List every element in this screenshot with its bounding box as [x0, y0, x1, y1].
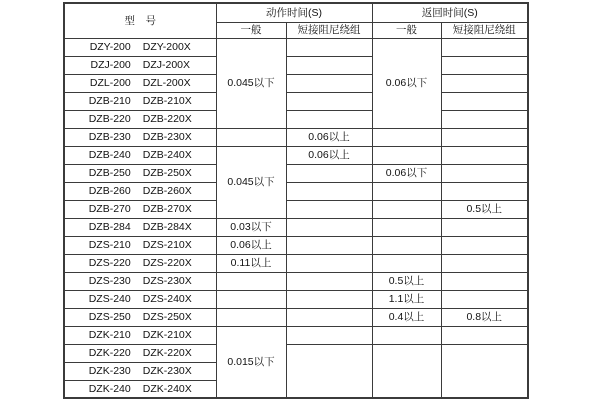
return-general-cell — [372, 146, 441, 164]
action-damping-cell — [286, 92, 372, 110]
model-variant: DZB-220X — [142, 112, 192, 125]
table-row — [64, 146, 528, 164]
action-damping-cell — [286, 254, 372, 272]
header-action-damping: 短接阻尼绕组 — [286, 22, 372, 38]
model-variant: DZS-230X — [142, 274, 192, 287]
table-body — [64, 38, 528, 398]
action-damping-cell: 0.06以上 — [286, 128, 372, 146]
return-damping-cell — [441, 110, 528, 128]
relay-timing-table — [63, 2, 529, 399]
table-row — [64, 110, 528, 128]
return-damping-cell — [441, 128, 528, 146]
return-damping-cell — [441, 38, 528, 56]
table-row — [64, 38, 528, 56]
model-base: DZB-250 — [88, 166, 131, 179]
table-row — [64, 200, 528, 218]
action-general-cell: 0.045以下 — [216, 146, 286, 218]
action-damping-cell — [286, 200, 372, 218]
return-general-cell — [372, 128, 441, 146]
return-damping-cell — [441, 254, 528, 272]
action-general-cell: 0.045以下 — [216, 38, 286, 128]
model-cell — [64, 380, 216, 398]
model-cell — [64, 272, 216, 290]
action-damping-cell — [286, 344, 372, 398]
model-variant: DZB-250X — [142, 166, 192, 179]
return-general-cell: 1.1以上 — [372, 290, 441, 308]
table-row — [64, 326, 528, 344]
action-damping-cell: 0.06以上 — [286, 146, 372, 164]
model-variant: DZS-250X — [142, 310, 192, 323]
return-general-cell — [372, 182, 441, 200]
model-variant: DZK-240X — [142, 382, 192, 395]
model-base: DZK-230 — [88, 364, 131, 377]
table-row — [64, 344, 528, 362]
model-variant: DZY-200X — [142, 40, 191, 53]
return-damping-cell — [441, 218, 528, 236]
return-general-cell: 0.5以上 — [372, 272, 441, 290]
header-action-time: 动作时间(S) — [216, 3, 372, 22]
model-cell — [64, 218, 216, 236]
model-base: DZJ-200 — [90, 58, 131, 71]
model-base: DZB-270 — [88, 202, 131, 215]
model-base: DZS-250 — [88, 310, 131, 323]
model-base: DZB-240 — [88, 148, 131, 161]
table-row — [64, 74, 528, 92]
return-damping-cell — [441, 290, 528, 308]
model-cell — [64, 146, 216, 164]
action-general-cell — [216, 128, 286, 146]
table-row — [64, 128, 528, 146]
return-damping-cell — [441, 326, 528, 344]
action-general-cell — [216, 272, 286, 290]
table-row — [64, 236, 528, 254]
action-general-cell — [216, 308, 286, 326]
return-general-cell — [372, 326, 441, 344]
table-row — [64, 182, 528, 200]
action-damping-cell — [286, 38, 372, 56]
header-return-damping: 短接阻尼绕组 — [441, 22, 528, 38]
model-cell — [64, 92, 216, 110]
return-general-cell: 0.06以下 — [372, 38, 441, 128]
model-cell — [64, 74, 216, 92]
model-variant: DZB-210X — [142, 94, 192, 107]
model-base: DZB-210 — [88, 94, 131, 107]
header-action-general: 一般 — [216, 22, 286, 38]
action-damping-cell — [286, 164, 372, 182]
model-variant: DZS-220X — [142, 256, 192, 269]
return-damping-cell — [441, 56, 528, 74]
table-row — [64, 272, 528, 290]
action-damping-cell — [286, 236, 372, 254]
header-return-time: 返回时间(S) — [372, 3, 528, 22]
model-cell — [64, 290, 216, 308]
model-variant: DZS-210X — [142, 238, 192, 251]
return-damping-cell — [441, 344, 528, 398]
action-general-cell: 0.03以下 — [216, 218, 286, 236]
return-general-cell: 0.4以上 — [372, 308, 441, 326]
table-row — [64, 56, 528, 74]
return-general-cell — [372, 200, 441, 218]
model-variant: DZB-230X — [142, 130, 192, 143]
model-base: DZK-220 — [88, 346, 131, 359]
model-cell — [64, 236, 216, 254]
return-damping-cell: 0.5以上 — [441, 200, 528, 218]
table-row — [64, 254, 528, 272]
table-header — [64, 3, 528, 38]
return-damping-cell: 0.8以上 — [441, 308, 528, 326]
table-row — [64, 164, 528, 182]
action-general-cell: 0.11以上 — [216, 254, 286, 272]
return-damping-cell — [441, 236, 528, 254]
model-cell — [64, 56, 216, 74]
action-damping-cell — [286, 218, 372, 236]
return-damping-cell — [441, 272, 528, 290]
return-damping-cell — [441, 182, 528, 200]
model-base: DZB-220 — [88, 112, 131, 125]
return-general-cell — [372, 344, 441, 398]
model-cell — [64, 326, 216, 344]
return-general-cell: 0.06以下 — [372, 164, 441, 182]
action-damping-cell — [286, 272, 372, 290]
header-row-groups — [64, 3, 528, 22]
model-cell — [64, 38, 216, 56]
model-variant: DZK-230X — [142, 364, 192, 377]
return-damping-cell — [441, 74, 528, 92]
return-damping-cell — [441, 92, 528, 110]
table-row — [64, 290, 528, 308]
header-model: 型 号 — [64, 3, 216, 38]
model-base: DZK-210 — [88, 328, 131, 341]
model-cell — [64, 362, 216, 380]
return-damping-cell — [441, 146, 528, 164]
model-cell — [64, 110, 216, 128]
model-base: DZB-260 — [88, 184, 131, 197]
action-damping-cell — [286, 56, 372, 74]
model-base: DZK-240 — [88, 382, 131, 395]
model-base: DZB-284 — [88, 220, 131, 233]
action-general-cell — [216, 290, 286, 308]
model-variant: DZL-200X — [142, 76, 191, 89]
header-return-general: 一般 — [372, 22, 441, 38]
model-cell — [64, 128, 216, 146]
model-variant: DZB-284X — [142, 220, 192, 233]
model-variant: DZB-270X — [142, 202, 192, 215]
model-variant: DZK-210X — [142, 328, 192, 341]
action-damping-cell — [286, 74, 372, 92]
return-damping-cell — [441, 164, 528, 182]
action-damping-cell — [286, 326, 372, 344]
model-base: DZS-210 — [88, 238, 131, 251]
model-variant: DZJ-200X — [142, 58, 191, 71]
table-row — [64, 92, 528, 110]
action-damping-cell — [286, 110, 372, 128]
model-variant: DZB-260X — [142, 184, 192, 197]
model-variant: DZS-240X — [142, 292, 192, 305]
model-base: DZL-200 — [89, 76, 131, 89]
action-damping-cell — [286, 308, 372, 326]
action-damping-cell — [286, 182, 372, 200]
return-general-cell — [372, 218, 441, 236]
model-base: DZS-230 — [88, 274, 131, 287]
model-cell — [64, 200, 216, 218]
action-general-cell: 0.015以下 — [216, 326, 286, 398]
model-cell — [64, 254, 216, 272]
model-variant: DZK-220X — [142, 346, 192, 359]
action-damping-cell — [286, 290, 372, 308]
model-cell — [64, 344, 216, 362]
model-base: DZS-240 — [88, 292, 131, 305]
model-variant: DZB-240X — [142, 148, 192, 161]
model-base: DZY-200 — [89, 40, 131, 53]
model-base: DZB-230 — [88, 130, 131, 143]
model-cell — [64, 164, 216, 182]
table-row — [64, 308, 528, 326]
model-base: DZS-220 — [88, 256, 131, 269]
action-general-cell: 0.06以上 — [216, 236, 286, 254]
table-row — [64, 218, 528, 236]
model-cell — [64, 308, 216, 326]
return-general-cell — [372, 236, 441, 254]
model-cell — [64, 182, 216, 200]
return-general-cell — [372, 254, 441, 272]
